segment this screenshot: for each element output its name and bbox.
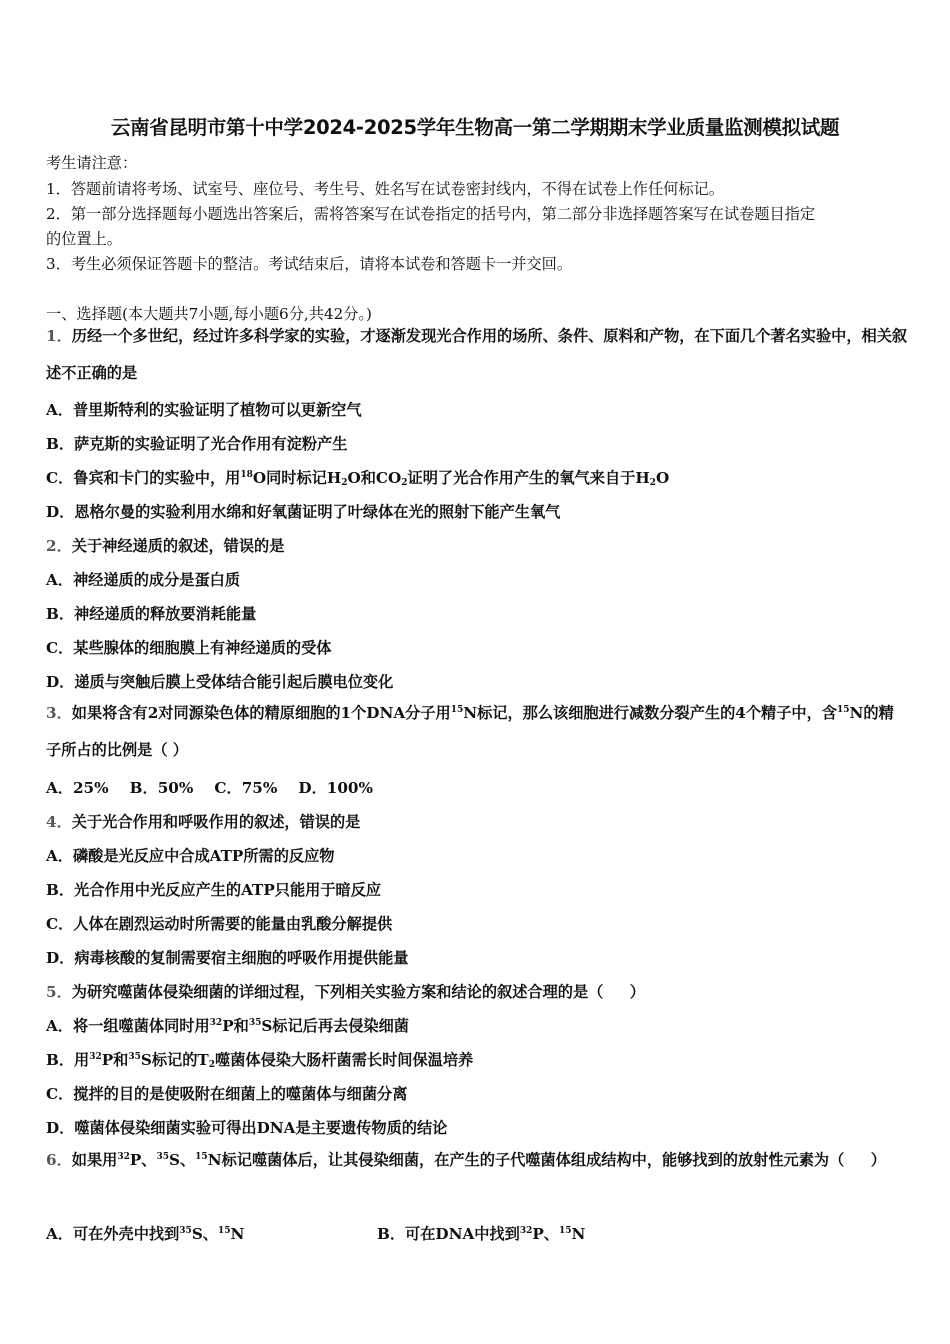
q4-option-d: D．病毒核酸的复制需要宿主细胞的呼吸作用提供能量 bbox=[46, 949, 409, 967]
q5-option-a: A．将一组噬菌体同时用$^{32}$P和$^{35}$S标记后再去侵染细菌 bbox=[46, 1017, 409, 1035]
notice-heading: 考生请注意： bbox=[46, 154, 138, 172]
question-text: 历经一个多世纪，经过许多科学家的实验，才逐渐发现光合作用的场所、条件、原料和产物，在下面几个著名实验中，相关叙述不正确的是 bbox=[46, 327, 908, 382]
q1-option-c: C．鲁宾和卡门的实验中，用$^{18}$O同时标记$H_2O$和$CO_2$证明了光合作用产生的氧气来自于$H_2O$ bbox=[46, 469, 670, 488]
notice-item-3: 3．考生必须保证答题卡的整洁。考试结束后，请将本试卷和答题卡一并交回。 bbox=[46, 255, 573, 273]
notice-item-1: 1．答题前请将考场、试室号、座位号、考生号、姓名写在试卷密封线内，不得在试卷上作任何标记。 bbox=[46, 180, 724, 198]
q2-option-c: C．某些腺体的细胞膜上有神经递质的受体 bbox=[46, 639, 332, 657]
q4-option-c: C．人体在剧烈运动时所需要的能量由乳酸分解提供 bbox=[46, 915, 393, 933]
question-number: 1． bbox=[46, 327, 72, 345]
q6-option-a: A．可在外壳中找到$^{35}$S、$^{15}$N bbox=[46, 1225, 245, 1243]
section-heading: 一、选择题(本大题共7小题,每小题6分,共42分。) bbox=[46, 305, 372, 323]
q2-option-b: B．神经递质的释放要消耗能量 bbox=[46, 605, 257, 623]
question-3: 3．如果将含有2对同源染色体的精原细胞的1个DNA分子用$^{15}$N标记，那么该细胞进行减数分裂产生的4个精子中，含$^{15}$N的精子所占的比例是（ ） bbox=[46, 704, 894, 759]
q3-options: A．25% B．50% C．75% D．100% bbox=[46, 779, 373, 797]
q5-option-b: B．用$^{32}$P和$^{35}$S标记的$T_2$噬菌体侵染大肠杆菌需长时间保温培养 bbox=[46, 1051, 474, 1070]
question-4: 4．关于光合作用和呼吸作用的叙述，错误的是 bbox=[46, 813, 361, 831]
q4-option-a: A．磷酸是光反应中合成ATP所需的反应物 bbox=[46, 847, 335, 865]
q1-option-a: A．普里斯特利的实验证明了植物可以更新空气 bbox=[46, 401, 362, 419]
question-5: 5．为研究噬菌体侵染细菌的详细过程，下列相关实验方案和结论的叙述合理的是（ ） bbox=[46, 983, 645, 1001]
question-6: 6．如果用$^{32}$P、$^{35}$S、$^{15}$N标记噬菌体后，让其侵染细菌，在产生的子代噬菌体组成结构中，能够找到的放射性元素为（ ） bbox=[46, 1151, 886, 1169]
question-1 bbox=[46, 318, 908, 392]
q1-option-d: D．恩格尔曼的实验利用水绵和好氧菌证明了叶绿体在光的照射下能产生氧气 bbox=[46, 503, 561, 521]
q2-option-a: A．神经递质的成分是蛋白质 bbox=[46, 571, 241, 589]
q1-option-b: B．萨克斯的实验证明了光合作用有淀粉产生 bbox=[46, 435, 348, 453]
notice-item-2: 2．第一部分选择题每小题选出答案后，需将答案写在试卷指定的括号内，第二部分非选择题答案写在试卷题目指定 bbox=[46, 205, 816, 223]
question-2: 2．关于神经递质的叙述，错误的是 bbox=[46, 537, 285, 555]
page-title: 云南省昆明市第十中学2024-2025学年生物高一第二学期期末学业质量监测模拟试题 bbox=[110, 116, 840, 139]
q6-option-b: B．可在DNA中找到$^{32}$P、$^{15}$N bbox=[377, 1225, 586, 1243]
q2-option-d: D．递质与突触后膜上受体结合能引起后膜电位变化 bbox=[46, 673, 394, 691]
notice-item-2-cont: 的位置上。 bbox=[46, 230, 122, 248]
q4-option-b: B．光合作用中光反应产生的ATP只能用于暗反应 bbox=[46, 881, 382, 899]
q5-option-c: C．搅拌的目的是使吸附在细菌上的噬菌体与细菌分离 bbox=[46, 1085, 408, 1103]
q5-option-d: D．噬菌体侵染细菌实验可得出DNA是主要遗传物质的结论 bbox=[46, 1119, 448, 1137]
